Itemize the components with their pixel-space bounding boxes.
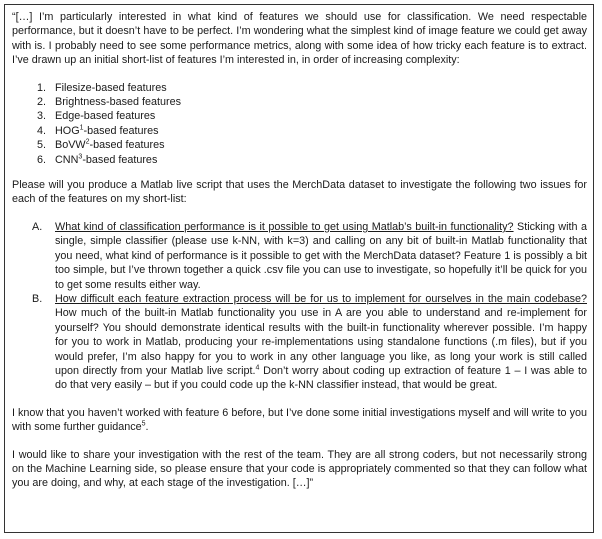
feature-label: CNN$^3$-based features — [55, 153, 158, 166]
footnote-marker: 1 — [79, 124, 84, 132]
feature-item — [12, 124, 587, 138]
issues-list — [12, 220, 587, 393]
footnote-marker: 5 — [141, 420, 146, 428]
issue-text: How difficult each feature extraction process will be for us to implement for ourselves in the main codebase? How much of the built-in Matlab functionality you use in A are you able to understand and re-implement for yourself? You should demonstrate identical results with the built-in functionality wherever possible. I’m happy for you to work in Matlab, producing your re-implementations using standalone functions (.m files), but if you would prefer, I’m also happy for you to work in any other language you like, as long your work is still called upon directly from your Matlab live script.$^4$ Don’t worry about coding up extraction of feature 1 – I was able to do that very easily – but if you could code up the k-NN classifier instead, that would be great. — [55, 292, 587, 392]
footnote-marker: 2 — [85, 138, 90, 146]
issue-letter: B. — [32, 292, 43, 305]
feature-number: 4. — [37, 124, 47, 137]
feature-number: 6. — [37, 153, 47, 166]
feature-number: 5. — [37, 139, 47, 152]
feature-label: HOG$^1$-based features — [55, 124, 159, 137]
footnote-marker: 4 — [255, 364, 260, 372]
feature-number: 1. — [37, 81, 47, 94]
feature-item — [12, 95, 587, 109]
issue-item-b — [12, 292, 587, 393]
feature-item — [12, 138, 587, 152]
feature-shortlist — [12, 81, 587, 167]
footnote-marker: 3 — [78, 153, 83, 161]
issue-question: How difficult each feature extraction process will be for us to implement for ourselves in the main codebase? — [55, 292, 587, 305]
request-paragraph: Please will you produce a Matlab live script that uses the MerchData dataset to investigate the following two issues for each of the features on my short-list: — [12, 179, 587, 206]
quoted-brief-box — [4, 4, 594, 533]
feature6-paragraph: I know that you haven’t worked with feature 6 before, but I’ve done some initial investigations myself and will write to you with some further guidance$^5$. — [12, 406, 587, 434]
feature-number: 3. — [37, 110, 47, 123]
issue-item-a — [12, 220, 587, 292]
issue-question: What kind of classification performance is it possible to get using Matlab’s built-in functionality? — [55, 220, 514, 233]
feature-item — [12, 81, 587, 95]
feature-label: Brightness-based features — [55, 96, 182, 109]
feature-label: Edge-based features — [55, 110, 156, 123]
issue-text: What kind of classification performance is it possible to get using Matlab’s built-in functionality? Sticking with a single, simple classifier (please use k-NN, with k=3) and calling on any bit of built-in Matlab functionality that you need, what kind of performance is it possible to get with the MerchData dataset? Feature 1 is possibly a bit too simple, but I’ve thrown together a quick .csv file you can use to investigate, so hopefully it’ll be quick for you to get some results either way. — [55, 220, 587, 291]
issue-letter: A. — [32, 220, 43, 233]
feature-item — [12, 109, 587, 123]
feature-item — [12, 153, 587, 167]
intro-paragraph: “[…] I’m particularly interested in what kind of features we should use for classification. We need respectable performance, but it doesn’t have to be perfect. I’m wondering what the simplest kind of image feature we could get away with is. I probably need to see some performance metrics, along with some idea of how tricky each feature is to extract. I’ve drawn up an initial short-list of features I’m interested in, in order of increasing complexity: — [12, 11, 587, 67]
feature-label: BoVW$^2$-based features — [55, 138, 165, 152]
feature-number: 2. — [37, 96, 47, 109]
closing-paragraph: I would like to share your investigation with the rest of the team. They are all strong coders, but not necessarily strong on the Machine Learning side, so please ensure that your code is appropriately commented so that they can follow what you are doing, and why, at each stage of the investigation. […]” — [12, 448, 587, 490]
feature-label: Filesize-based features — [55, 81, 167, 94]
